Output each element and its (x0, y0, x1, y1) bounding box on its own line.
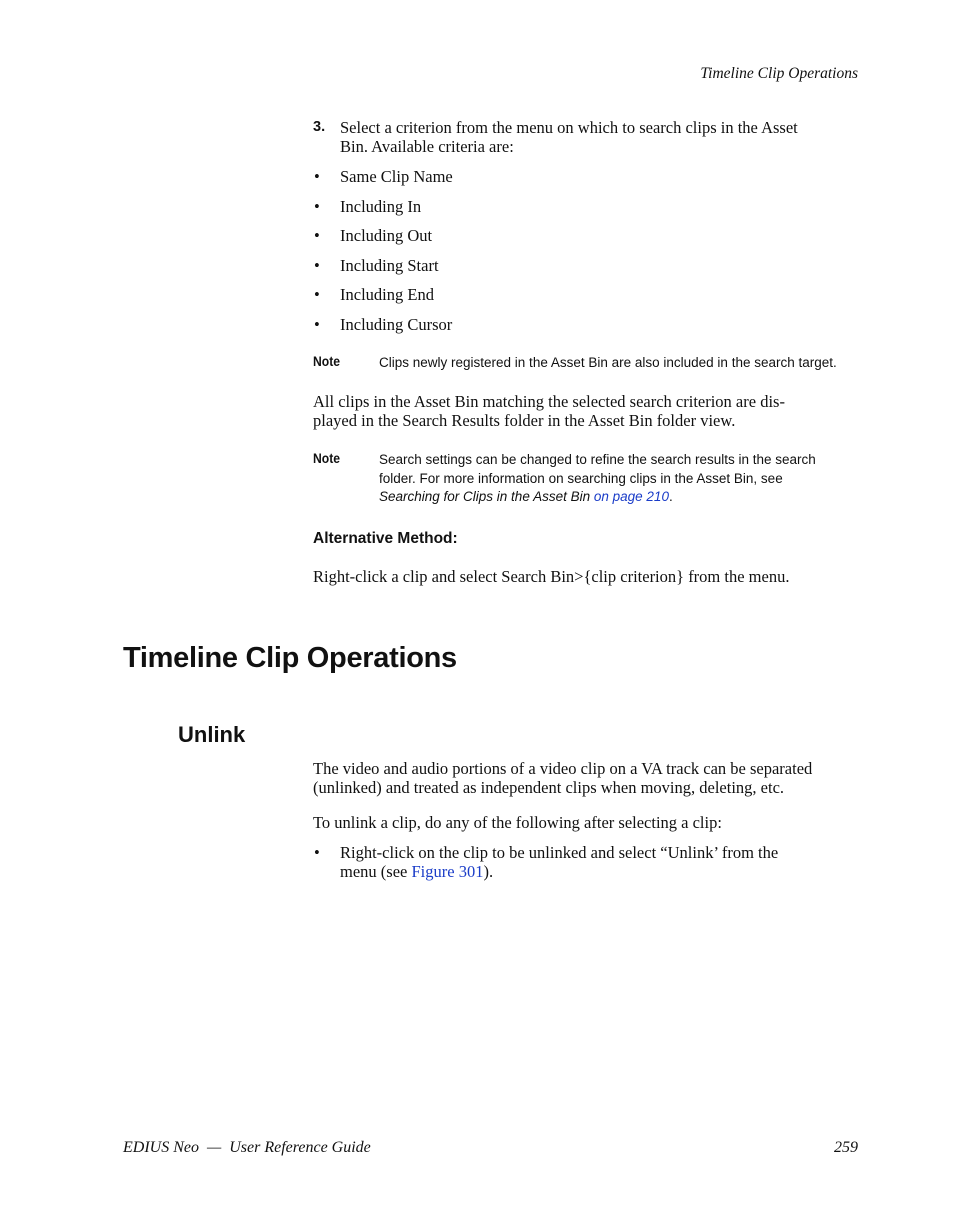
search-results-paragraph: All clips in the Asset Bin matching the selected search criterion are dis- played in the Search Results folder in the Asset Bin folder view. (313, 392, 785, 430)
bullet-icon: • (314, 167, 320, 186)
alt-method-text: Right-click a clip and select Search Bin>{clip criterion} from the menu. (313, 567, 790, 586)
ref-title: Searching for Clips in the Asset Bin (379, 489, 591, 504)
note-1 (313, 354, 861, 374)
figure-link[interactable]: Figure 301 (411, 862, 484, 881)
note-label: Note (313, 451, 340, 466)
step-text: Select a criterion from the menu on which to search clips in the Asset Bin. Available criteria are: (340, 118, 798, 156)
bullet-icon: • (314, 285, 320, 304)
bullet-icon: • (314, 226, 320, 245)
step-3 (313, 118, 861, 158)
running-header: Timeline Clip Operations (700, 65, 858, 82)
note-label: Note (313, 354, 340, 369)
page-number: 259 (834, 1139, 858, 1156)
bullet-icon: • (314, 315, 320, 334)
step-number: 3. (313, 119, 326, 135)
page-link[interactable]: on page 210 (593, 489, 669, 504)
bullet-icon: • (314, 256, 320, 275)
note-text: Search settings can be changed to refine the search results in the search folder. For more information on searching clips in the Asset Bin, see Searching for Clips in the Asset Bin on page 210. (379, 452, 816, 504)
bullet-icon: • (314, 197, 320, 216)
list-item: • Right-click on the clip to be unlinked and select “Unlink’ from the menu (see Figure 301). (314, 843, 779, 881)
subsection-title: Unlink (178, 722, 246, 747)
footer-title: EDIUS Neo — User Reference Guide (123, 1139, 371, 1156)
note-2 (313, 451, 861, 511)
unlink-instructions: To unlink a clip, do any of the following after selecting a clip: (313, 813, 722, 832)
bullet-icon: • (314, 843, 320, 862)
section-title: Timeline Clip Operations (123, 642, 457, 674)
alt-method-heading: Alternative Method: (313, 530, 458, 547)
note-text: Clips newly registered in the Asset Bin are also included in the search target. (379, 355, 837, 370)
unlink-paragraph: The video and audio portions of a video clip on a VA track can be separated (unlinked) and treated as independent clips when moving, deleting, etc. (313, 759, 813, 797)
